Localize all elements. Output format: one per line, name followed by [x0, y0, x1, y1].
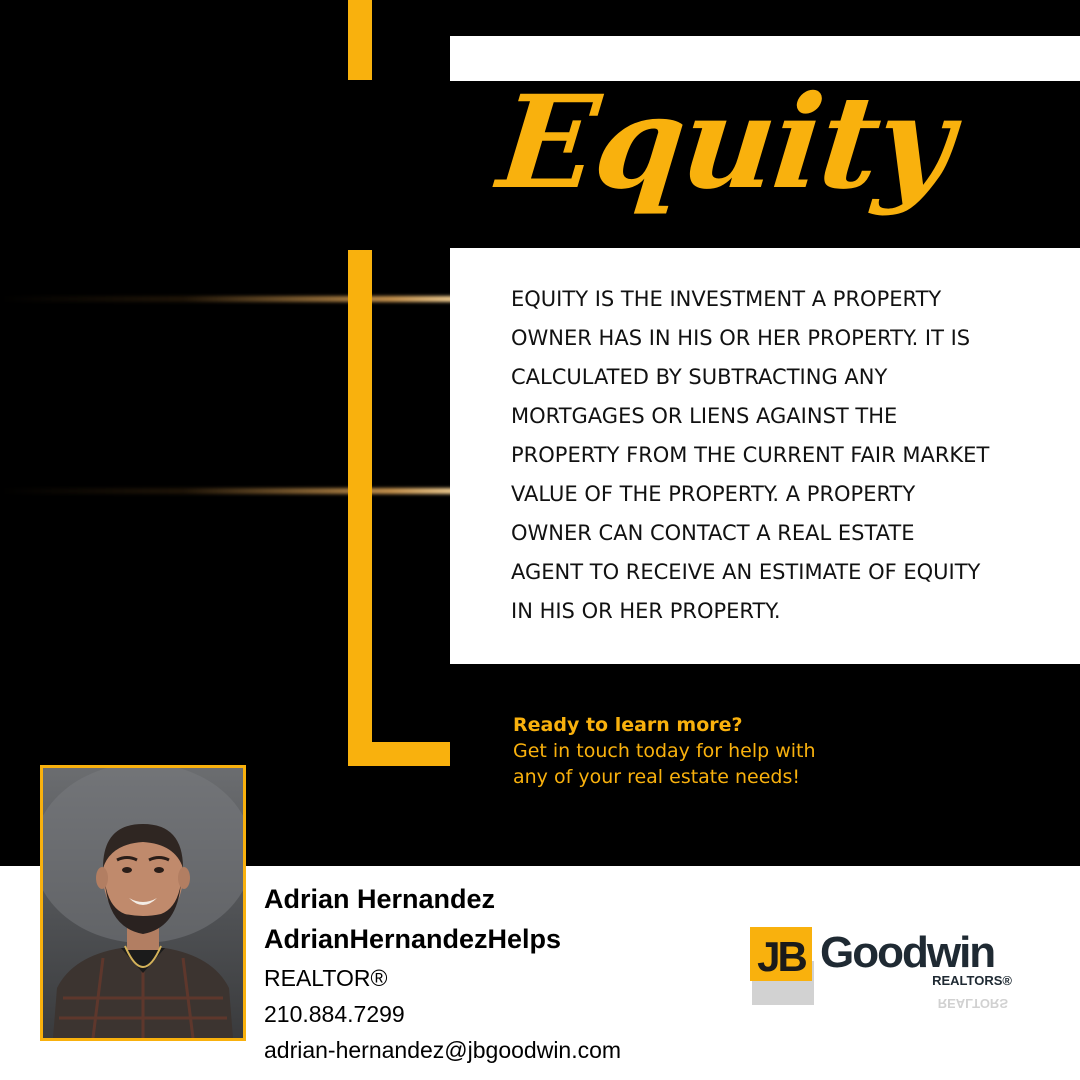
- logo-realtors: REALTORS®: [932, 973, 1012, 988]
- cta-line: any of your real estate needs!: [513, 766, 800, 788]
- logo-realtors-reflection: REALTORS: [937, 996, 1008, 1011]
- agent-phone[interactable]: 210.884.7299: [264, 1001, 405, 1027]
- agent-photo: [40, 765, 246, 1041]
- definition-line: MORTGAGES OR LIENS AGAINST THE: [511, 404, 898, 428]
- agent-handle: AdrianHernandezHelps: [264, 924, 562, 954]
- definition-line: IN HIS OR HER PROPERTY.: [511, 599, 781, 623]
- agent-email[interactable]: adrian-hernandez@jbgoodwin.com: [264, 1037, 622, 1063]
- logo-jb: JB: [757, 933, 805, 980]
- gold-bar-vertical: [348, 250, 372, 766]
- definition-line: VALUE OF THE PROPERTY. A PROPERTY: [511, 482, 916, 506]
- jb-goodwin-logo: [750, 925, 1020, 1015]
- agent-title: REALTOR®: [264, 965, 388, 991]
- gold-bar-top: [348, 0, 372, 80]
- light-streak-top: [0, 296, 460, 302]
- logo-goodwin: Goodwin: [820, 928, 995, 977]
- agent-portrait-icon: [43, 768, 243, 1038]
- definition-line: PROPERTY FROM THE CURRENT FAIR MARKET: [511, 443, 990, 467]
- page-title: Equity: [492, 68, 959, 218]
- definition-line: EQUITY IS THE INVESTMENT A PROPERTY: [511, 287, 942, 311]
- light-streak-bottom: [0, 488, 460, 494]
- definition-text: [511, 280, 1046, 631]
- definition-line: CALCULATED BY SUBTRACTING ANY: [511, 365, 888, 389]
- definition-line: OWNER CAN CONTACT A REAL ESTATE: [511, 521, 915, 545]
- cta-heading: Ready to learn more?: [513, 714, 743, 736]
- definition-line: OWNER HAS IN HIS OR HER PROPERTY. IT IS: [511, 326, 971, 350]
- call-to-action: [513, 712, 933, 790]
- agent-info: [264, 880, 621, 1068]
- definition-line: AGENT TO RECEIVE AN ESTIMATE OF EQUITY: [511, 560, 981, 584]
- agent-name: Adrian Hernandez: [264, 884, 496, 914]
- cta-line: Get in touch today for help with: [513, 740, 816, 762]
- jb-goodwin-logo-mark: [750, 925, 1020, 1015]
- gold-bar-horizontal: [348, 742, 450, 766]
